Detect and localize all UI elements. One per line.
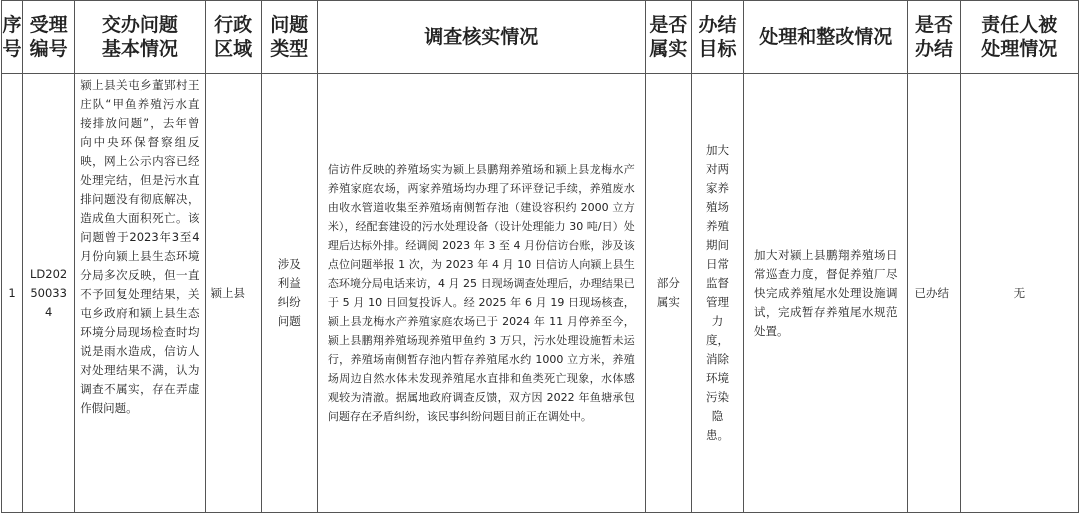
header-verified: 是否属实 (645, 1, 691, 74)
cell-verified: 部分属实 (645, 74, 691, 513)
header-region: 行政区域 (205, 1, 261, 74)
header-goal: 办结目标 (691, 1, 743, 74)
header-handling: 处理和整改情况 (744, 1, 908, 74)
header-investigation: 调查核实情况 (317, 1, 645, 74)
cell-type: 涉及利益纠纷问题 (261, 74, 317, 513)
header-issue: 交办问题基本情况 (75, 1, 205, 74)
case-table (1, 0, 1079, 513)
header-closed: 是否办结 (908, 1, 960, 74)
table-row (2, 74, 1079, 513)
cell-goal: 加大对两家养殖场养殖期间日常监督管理力度，消除环境污染隐患。 (691, 74, 743, 513)
header-accountability: 责任人被处理情况 (960, 1, 1078, 74)
header-type: 问题类型 (261, 1, 317, 74)
cell-region: 颍上县 (205, 74, 261, 513)
cell-closed: 已办结 (908, 74, 960, 513)
cell-seq: 1 (2, 74, 23, 513)
header-seq: 序号 (2, 1, 23, 74)
cell-investigation: 信访件反映的养殖场实为颍上县鹏翔养殖场和颍上县龙梅水产养殖家庭农场，两家养殖场均办理了环评登记手续，养殖废水由收水管道收集至养殖场南侧暂存池（建设容积约 2000 立方米），经配套建设的污水处理设备（设计处理能力 30 吨/日）处理后达标外排。经调阅 2023 年 3 至 4 月份信访台账，涉及该点位问题举报 1 次，为 2023 年 4 月 10 日信访人向颍上县生态环境分局电话来访，4 月 25 日现场调查处理后，办理结果已于 5 月 10 日回复投诉人。经 2025 年 6 月 19 日现场核查，颍上县龙梅水产养殖家庭农场已于 2024 年 11 月停养至今，颍上县鹏翔养殖场现养殖甲鱼约 3 万只，污水处理设施暂未运行，养殖场南侧暂存池内暂存养殖尾水约 1000 立方米，养殖场周边自然水体未发现养殖尾水直排和鱼类死亡现象，水体感观较为清澈。据属地政府调查反馈，双方因 2022 年鱼塘承包问题存在矛盾纠纷，该民事纠纷问题目前正在调处中。 (317, 74, 645, 513)
cell-handling: 加大对颍上县鹏翔养殖场日常巡查力度，督促养殖厂尽快完成养殖尾水处理设施调试，完成暂存养殖尾水规范处置。 (744, 74, 908, 513)
cell-issue: 颍上县关屯乡董郢村王庄队“甲鱼养殖污水直接排放问题”，去年曾向中央环保督察组反映，网上公示内容已经处理完结，但是污水直排问题没有彻底解决，造成鱼大面积死亡。该问题曾于2023年3至4月份向颍上县生态环境分局多次反映，但一直不予回复处理结果，关屯乡政府和颍上县生态环境分局现场检查时均说是雨水造成，信访人对处理结果不满，认为调查不属实，存在弄虚作假问题。 (75, 74, 205, 513)
cell-accountability: 无 (960, 74, 1078, 513)
header-row (2, 1, 1079, 74)
cell-id: LD20250033 4 (23, 74, 75, 513)
header-id: 受理编号 (23, 1, 75, 74)
